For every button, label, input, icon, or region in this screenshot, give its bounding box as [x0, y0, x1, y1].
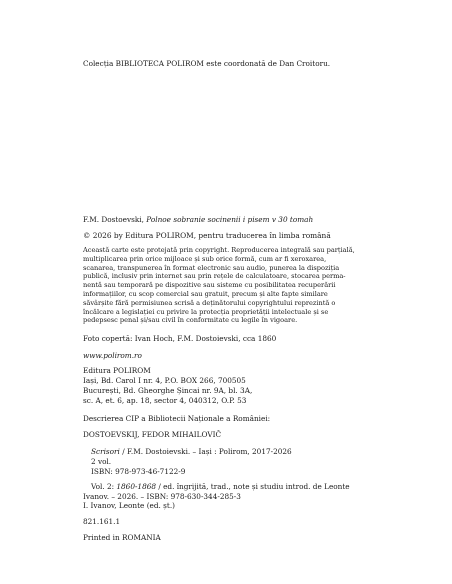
cover-photo-credit: Foto copertă: Ivan Hoch, F.M. Dostoievski, cca 1860 — [83, 334, 277, 343]
original-title: Polnoe sobranie socinenii i pisem v 30 tomah — [146, 215, 314, 224]
cip-isbn: ISBN: 978-973-46-7122-9 — [91, 467, 186, 477]
notice-line: informațiilor, cu scop comercial sau gratuit, precum și alte fapte similare — [83, 289, 328, 298]
cip-udc: 821.161.1 — [83, 517, 121, 526]
original-title-line — [83, 215, 313, 225]
publisher-address — [83, 366, 252, 406]
publisher-name: Editura POLIROM — [83, 366, 151, 375]
notice-line: Această carte este protejată prin copyright. Reproducerea integrală sau parțială, — [83, 246, 355, 254]
cip-heading: Descrierea CIP a Bibliotecii Naționale a României: — [83, 414, 271, 423]
collection-coordination: Colecția BIBLIOTECA POLIROM este coordonată de Dan Croitoru. — [83, 59, 331, 68]
cip-work-details: / F.M. Dostoievski. – Iași : Polirom, 2017-2026 — [119, 447, 292, 457]
copyright-line: © 2026 by Editura POLIROM, pentru traducerea în limba română — [83, 231, 331, 240]
copyright-notice — [83, 246, 375, 325]
original-author: F.M. Dostoevski, — [83, 215, 147, 224]
notice-line: multiplicarea prin orice mijloace și sub orice formă, cum ar fi xeroxarea, — [83, 254, 327, 263]
notice-line: scanarea, transpunerea în format electronic sau audio, punerea la dispoziția — [83, 263, 340, 272]
cip-volume-2 — [91, 482, 350, 492]
cip-volumes: 2 vol. — [91, 457, 112, 467]
cip-work — [91, 447, 292, 457]
publisher-bucuresti-address-2: sc. A, et. 6, ap. 18, sector 4, 040312, O.P. 53 — [83, 396, 247, 405]
cip-editor: I. Ivanov, Leonte (ed. șt.) — [83, 501, 176, 510]
publisher-website-link[interactable]: www.polirom.ro — [83, 351, 142, 360]
notice-line: publică, inclusiv prin internet sau prin rețele de calculatoare, stocarea perma- — [83, 272, 346, 281]
cip-vol2-details: / ed. îngrijită, trad., note și studiu introd. de Leonte — [156, 482, 350, 492]
publisher-bucuresti-address-1: București, Bd. Gheorghe Șincai nr. 9A, bl. 3A, — [83, 386, 253, 395]
notice-line: nentă sau temporară pe dispozitive sau sisteme cu posibilitatea recuperării — [83, 281, 336, 290]
cip-vol2-title: 1860-1868 — [116, 482, 156, 492]
notice-line: încălcare a legislației cu privire la protecția proprietății intelectuale și se — [83, 307, 329, 316]
notice-line: săvârșite fără permisiunea scrisă a deținătorului copyrightului reprezintă o — [83, 298, 336, 307]
cip-vol2-prefix: Vol. 2: — [91, 482, 117, 492]
cip-author: DOSTOEVSKIJ, FEDOR MIHAILOVIČ — [83, 430, 222, 439]
cip-work-title: Scrisori — [91, 447, 120, 457]
notice-line: pedepsesc penal și/sau civil în conformitate cu legile în vigoare. — [83, 316, 298, 325]
publisher-iasi-address: Iași, Bd. Carol I nr. 4, P.O. BOX 266, 700505 — [83, 376, 246, 385]
cip-volume-2-continuation: Ivanov. – 2026. – ISBN: 978-630-344-285-3 — [83, 492, 241, 502]
printed-in: Printed in ROMANIA — [83, 533, 161, 542]
